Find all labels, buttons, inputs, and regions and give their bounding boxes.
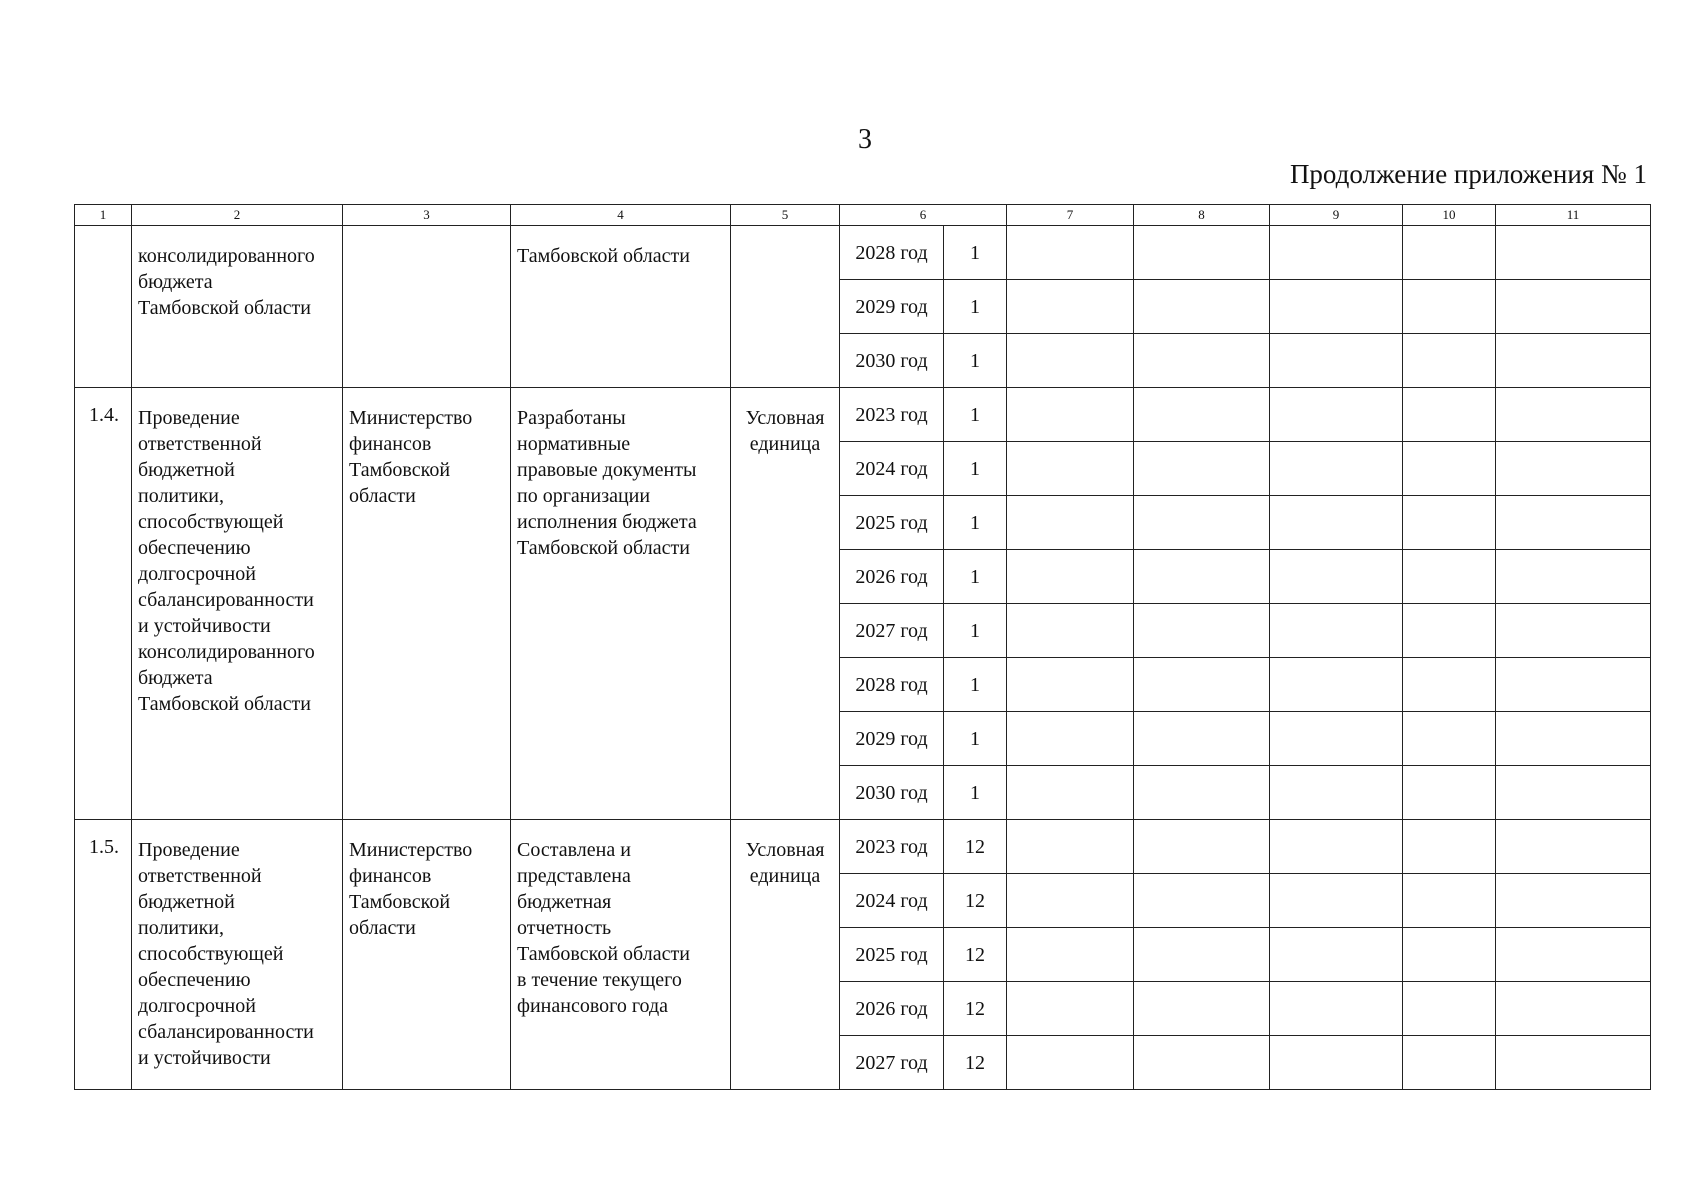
year-cell-text: 2025 год: [855, 511, 928, 534]
year-cell: [840, 928, 944, 982]
executor-cell-text: Министерство финансов Тамбовской области: [349, 407, 473, 507]
column-9-cell: [1270, 388, 1403, 442]
unit-cell: [731, 388, 840, 820]
column-number: 8: [1134, 205, 1270, 226]
column-7-cell: [1007, 658, 1134, 712]
column-9-cell: [1270, 550, 1403, 604]
result-cell: [511, 388, 731, 820]
column-9-cell: [1270, 820, 1403, 874]
column-7-cell: [1007, 604, 1134, 658]
column-11-cell: [1496, 982, 1651, 1036]
column-7-cell: [1007, 982, 1134, 1036]
year-cell-text: 2023 год: [855, 835, 928, 858]
column-8-cell: [1134, 658, 1270, 712]
measure-name-cell: [132, 388, 343, 820]
column-11-cell: [1496, 1036, 1651, 1090]
appendix-continuation-label: Продолжение приложения № 1: [1289, 159, 1647, 189]
column-9-cell: [1270, 226, 1403, 280]
column-8-cell: [1134, 226, 1270, 280]
value-cell: [944, 928, 1007, 982]
column-9-cell: [1270, 280, 1403, 334]
value-cell: [944, 550, 1007, 604]
value-cell-text: 1: [970, 673, 980, 696]
value-cell-text: 12: [965, 889, 985, 912]
column-10-cell: [1403, 550, 1496, 604]
value-cell-text: 12: [965, 835, 985, 858]
column-7-cell: [1007, 334, 1134, 388]
year-cell: [840, 766, 944, 820]
year-cell-text: 2030 год: [855, 349, 928, 372]
column-9-cell: [1270, 874, 1403, 928]
executor-cell: [343, 388, 511, 820]
executor-cell-text: Министерство финансов Тамбовской области: [349, 839, 473, 939]
column-10-cell: [1403, 874, 1496, 928]
unit-cell: [731, 226, 840, 388]
column-11-cell: [1496, 226, 1651, 280]
column-7-cell: [1007, 442, 1134, 496]
value-cell: [944, 604, 1007, 658]
year-cell-text: 2029 год: [855, 727, 928, 750]
column-8-cell: [1134, 874, 1270, 928]
column-11-cell: [1496, 928, 1651, 982]
column-11-cell: [1496, 334, 1651, 388]
year-cell: [840, 712, 944, 766]
table-row: [75, 226, 1651, 280]
value-cell-text: 12: [965, 997, 985, 1020]
table-row: [75, 388, 1651, 442]
column-9-cell: [1270, 766, 1403, 820]
column-10-cell: [1403, 280, 1496, 334]
column-number: 5: [731, 205, 840, 226]
year-cell-text: 2024 год: [855, 457, 928, 480]
column-9-cell: [1270, 658, 1403, 712]
page-number: 3: [858, 124, 872, 155]
column-8-cell: [1134, 496, 1270, 550]
measure-number-cell-text: 1.5.: [89, 836, 119, 858]
value-cell: [944, 658, 1007, 712]
unit-cell-text: Условная единица: [745, 839, 825, 887]
column-10-cell: [1403, 496, 1496, 550]
value-cell: [944, 334, 1007, 388]
executor-cell: [343, 820, 511, 1090]
column-8-cell: [1134, 820, 1270, 874]
column-9-cell: [1270, 982, 1403, 1036]
column-11-cell: [1496, 496, 1651, 550]
result-cell: [511, 820, 731, 1090]
column-11-cell: [1496, 712, 1651, 766]
column-7-cell: [1007, 280, 1134, 334]
result-cell-text: Составлена и представлена бюджетная отчетность Тамбовской области в течение текущего финансового года: [517, 839, 690, 1017]
year-cell-text: 2029 год: [855, 295, 928, 318]
value-cell-text: 1: [970, 727, 980, 750]
year-cell-text: 2023 год: [855, 403, 928, 426]
unit-cell-text: Условная единица: [745, 407, 825, 455]
column-7-cell: [1007, 820, 1134, 874]
year-cell: [840, 226, 944, 280]
column-8-cell: [1134, 982, 1270, 1036]
column-number-row: [75, 205, 1651, 226]
column-10-cell: [1403, 442, 1496, 496]
measure-number-cell: [75, 226, 132, 388]
value-cell: [944, 712, 1007, 766]
column-8-cell: [1134, 928, 1270, 982]
value-cell-text: 12: [965, 943, 985, 966]
year-cell: [840, 334, 944, 388]
column-8-cell: [1134, 604, 1270, 658]
value-cell: [944, 982, 1007, 1036]
appendix-table: [74, 204, 1651, 1090]
year-cell: [840, 442, 944, 496]
column-9-cell: [1270, 496, 1403, 550]
result-cell-text: Разработаны нормативные правовые документы по организации исполнения бюджета Тамбовской области: [517, 407, 697, 559]
column-7-cell: [1007, 550, 1134, 604]
year-cell-text: 2027 год: [855, 1051, 928, 1074]
year-cell: [840, 280, 944, 334]
value-cell-text: 12: [965, 1051, 985, 1074]
column-8-cell: [1134, 334, 1270, 388]
column-11-cell: [1496, 280, 1651, 334]
measure-name-cell-text: Проведение ответственной бюджетной политики, способствующей обеспечению долгосрочной сбалансированности и устойчивости: [138, 839, 314, 1069]
year-cell: [840, 388, 944, 442]
value-cell-text: 1: [970, 457, 980, 480]
column-10-cell: [1403, 820, 1496, 874]
column-10-cell: [1403, 982, 1496, 1036]
value-cell-text: 1: [970, 781, 980, 804]
column-10-cell: [1403, 766, 1496, 820]
year-cell-text: 2030 год: [855, 781, 928, 804]
year-cell-text: 2028 год: [855, 241, 928, 264]
column-11-cell: [1496, 658, 1651, 712]
value-cell: [944, 388, 1007, 442]
value-cell: [944, 820, 1007, 874]
value-cell-text: 1: [970, 619, 980, 642]
value-cell: [944, 496, 1007, 550]
value-cell-text: 1: [970, 511, 980, 534]
measure-number-cell: [75, 388, 132, 820]
column-8-cell: [1134, 766, 1270, 820]
column-7-cell: [1007, 928, 1134, 982]
year-cell-text: 2028 год: [855, 673, 928, 696]
value-cell: [944, 874, 1007, 928]
column-7-cell: [1007, 874, 1134, 928]
column-11-cell: [1496, 766, 1651, 820]
measure-number-cell: [75, 820, 132, 1090]
column-number: 6: [840, 205, 1007, 226]
value-cell-text: 1: [970, 241, 980, 264]
column-7-cell: [1007, 388, 1134, 442]
column-number: 10: [1403, 205, 1496, 226]
column-11-cell: [1496, 442, 1651, 496]
column-8-cell: [1134, 388, 1270, 442]
column-8-cell: [1134, 280, 1270, 334]
year-cell-text: 2027 год: [855, 619, 928, 642]
measure-name-cell-text: Проведение ответственной бюджетной политики, способствующей обеспечению долгосрочной сбалансированности и устойчивости консолидированного бюджета Тамбовской области: [138, 407, 315, 715]
column-7-cell: [1007, 712, 1134, 766]
column-10-cell: [1403, 388, 1496, 442]
column-number: 4: [511, 205, 731, 226]
column-number: 3: [343, 205, 511, 226]
value-cell: [944, 1036, 1007, 1090]
year-cell: [840, 820, 944, 874]
column-7-cell: [1007, 1036, 1134, 1090]
column-8-cell: [1134, 1036, 1270, 1090]
table-row: [75, 820, 1651, 874]
column-9-cell: [1270, 928, 1403, 982]
year-cell-text: 2026 год: [855, 565, 928, 588]
year-cell: [840, 1036, 944, 1090]
column-number: 2: [132, 205, 343, 226]
value-cell: [944, 226, 1007, 280]
measure-number-cell-text: 1.4.: [89, 404, 119, 426]
value-cell-text: 1: [970, 403, 980, 426]
year-cell: [840, 658, 944, 712]
year-cell-text: 2024 год: [855, 889, 928, 912]
year-cell-text: 2025 год: [855, 943, 928, 966]
column-9-cell: [1270, 1036, 1403, 1090]
column-11-cell: [1496, 388, 1651, 442]
result-cell: [511, 226, 731, 388]
year-cell: [840, 550, 944, 604]
column-number: 9: [1270, 205, 1403, 226]
column-11-cell: [1496, 820, 1651, 874]
unit-cell: [731, 820, 840, 1090]
column-11-cell: [1496, 874, 1651, 928]
column-7-cell: [1007, 766, 1134, 820]
year-cell-text: 2026 год: [855, 997, 928, 1020]
column-10-cell: [1403, 226, 1496, 280]
value-cell: [944, 766, 1007, 820]
column-7-cell: [1007, 496, 1134, 550]
year-cell: [840, 604, 944, 658]
column-number: 1: [75, 205, 132, 226]
value-cell-text: 1: [970, 295, 980, 318]
value-cell-text: 1: [970, 565, 980, 588]
column-8-cell: [1134, 442, 1270, 496]
column-10-cell: [1403, 334, 1496, 388]
value-cell-text: 1: [970, 349, 980, 372]
column-8-cell: [1134, 550, 1270, 604]
measure-name-cell: [132, 820, 343, 1090]
column-number: 11: [1496, 205, 1651, 226]
column-11-cell: [1496, 550, 1651, 604]
year-cell: [840, 874, 944, 928]
year-cell: [840, 982, 944, 1036]
measure-name-cell: [132, 226, 343, 388]
column-8-cell: [1134, 712, 1270, 766]
column-11-cell: [1496, 604, 1651, 658]
year-cell: [840, 496, 944, 550]
column-9-cell: [1270, 334, 1403, 388]
column-number: 7: [1007, 205, 1134, 226]
column-10-cell: [1403, 658, 1496, 712]
column-9-cell: [1270, 712, 1403, 766]
column-9-cell: [1270, 604, 1403, 658]
column-10-cell: [1403, 1036, 1496, 1090]
result-cell-text: Тамбовской области: [517, 245, 690, 267]
value-cell: [944, 280, 1007, 334]
value-cell: [944, 442, 1007, 496]
column-7-cell: [1007, 226, 1134, 280]
column-10-cell: [1403, 712, 1496, 766]
column-10-cell: [1403, 928, 1496, 982]
column-9-cell: [1270, 442, 1403, 496]
executor-cell: [343, 226, 511, 388]
measure-name-cell-text: консолидированного бюджета Тамбовской области: [138, 245, 315, 319]
column-10-cell: [1403, 604, 1496, 658]
